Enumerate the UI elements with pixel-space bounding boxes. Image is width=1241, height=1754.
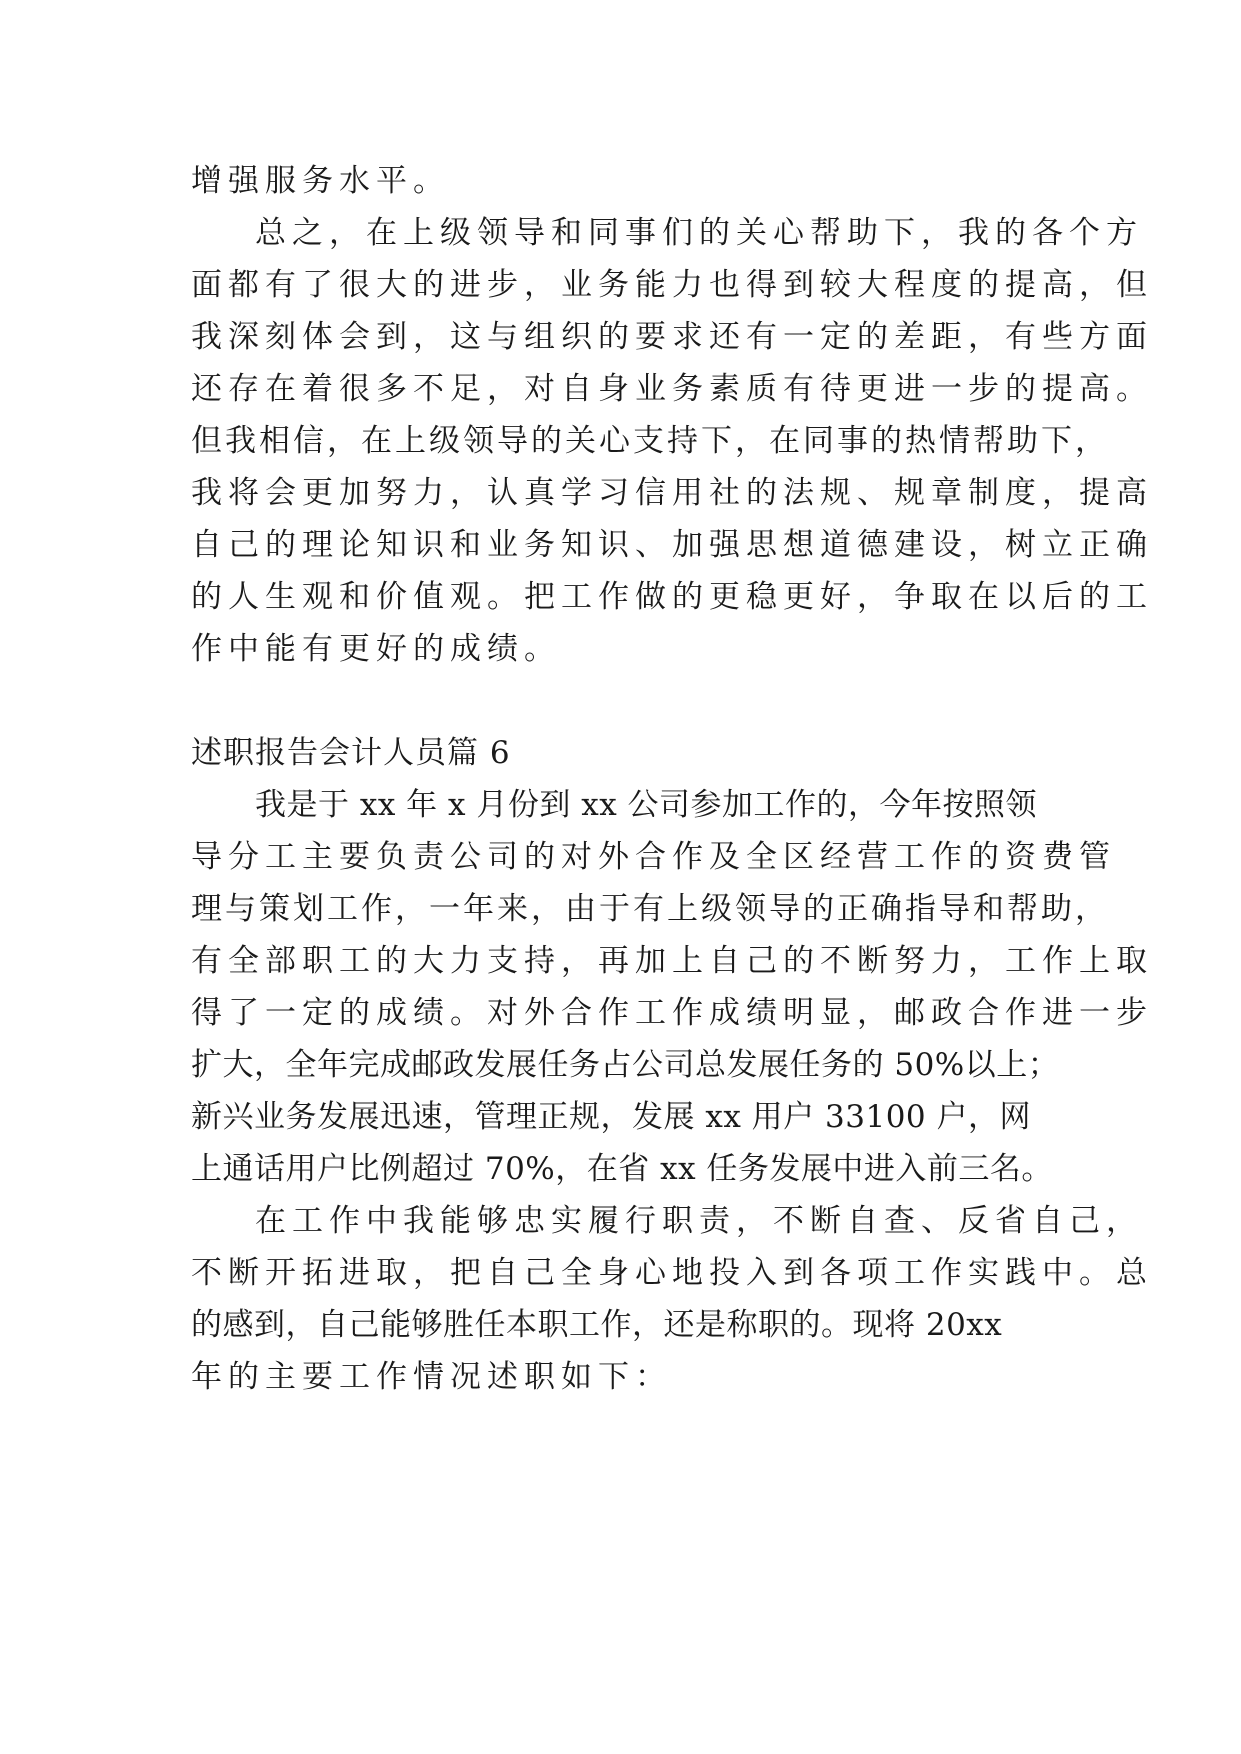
paragraph-line: 总之，在上级领导和同事们的关心帮助下，我的各个方 <box>255 215 1143 251</box>
paragraph-line: 但我相信，在上级领导的关心支持下，在同事的热情帮助下， <box>191 423 1109 459</box>
paragraph-line: 有全部职工的大力支持，再加上自己的不断努力，工作上取 <box>191 943 1153 979</box>
paragraph-line: 自己的理论知识和业务知识、加强思想道德建设，树立正确 <box>191 527 1153 563</box>
paragraph-line: 不断开拓进取，把自己全身心地投入到各项工作实践中。总 <box>191 1255 1153 1291</box>
paragraph-line: 我深刻体会到，这与组织的要求还有一定的差距，有些方面 <box>191 319 1153 355</box>
paragraph-line: 我将会更加努力，认真学习信用社的法规、规章制度，提高 <box>191 475 1153 511</box>
paragraph-line: 面都有了很大的进步，业务能力也得到较大程度的提高，但 <box>191 267 1153 303</box>
paragraph-line: 作中能有更好的成绩。 <box>191 631 561 667</box>
paragraph-line: 新兴业务发展迅速，管理正规，发展 xx 用户 33100 户，网 <box>191 1099 1031 1135</box>
paragraph-line: 的人生观和价值观。把工作做的更稳更好，争取在以后的工 <box>191 579 1153 615</box>
document-body <box>191 155 1153 1403</box>
paragraph-line: 还存在着很多不足，对自身业务素质有待更进一步的提高。 <box>191 371 1153 407</box>
paragraph-line: 上通话用户比例超过 70%，在省 xx 任务发展中进入前三名。 <box>191 1151 1053 1187</box>
paragraph-line: 年的主要工作情况述职如下： <box>191 1359 672 1395</box>
paragraph-line: 扩大，全年完成邮政发展任务占公司总发展任务的 50%以上； <box>191 1047 1060 1083</box>
paragraph-line: 理与策划工作，一年来，由于有上级领导的正确指导和帮助， <box>191 891 1109 927</box>
paragraph-line: 我是于 xx 年 x 月份到 xx 公司参加工作的，今年按照领 <box>255 787 1038 823</box>
paragraph-line: 的感到，自己能够胜任本职工作，还是称职的。现将 20xx <box>191 1307 1003 1343</box>
paragraph-line: 在工作中我能够忠实履行职责，不断自查、反省自己， <box>255 1203 1143 1239</box>
paragraph-line: 导分工主要负责公司的对外合作及全区经营工作的资费管 <box>191 839 1116 875</box>
section-heading: 述职报告会计人员篇 6 <box>191 735 511 771</box>
paragraph-line: 增强服务水平。 <box>191 163 450 199</box>
paragraph-line: 得了一定的成绩。对外合作工作成绩明显，邮政合作进一步 <box>191 995 1153 1031</box>
section-spacer <box>191 675 1051 727</box>
